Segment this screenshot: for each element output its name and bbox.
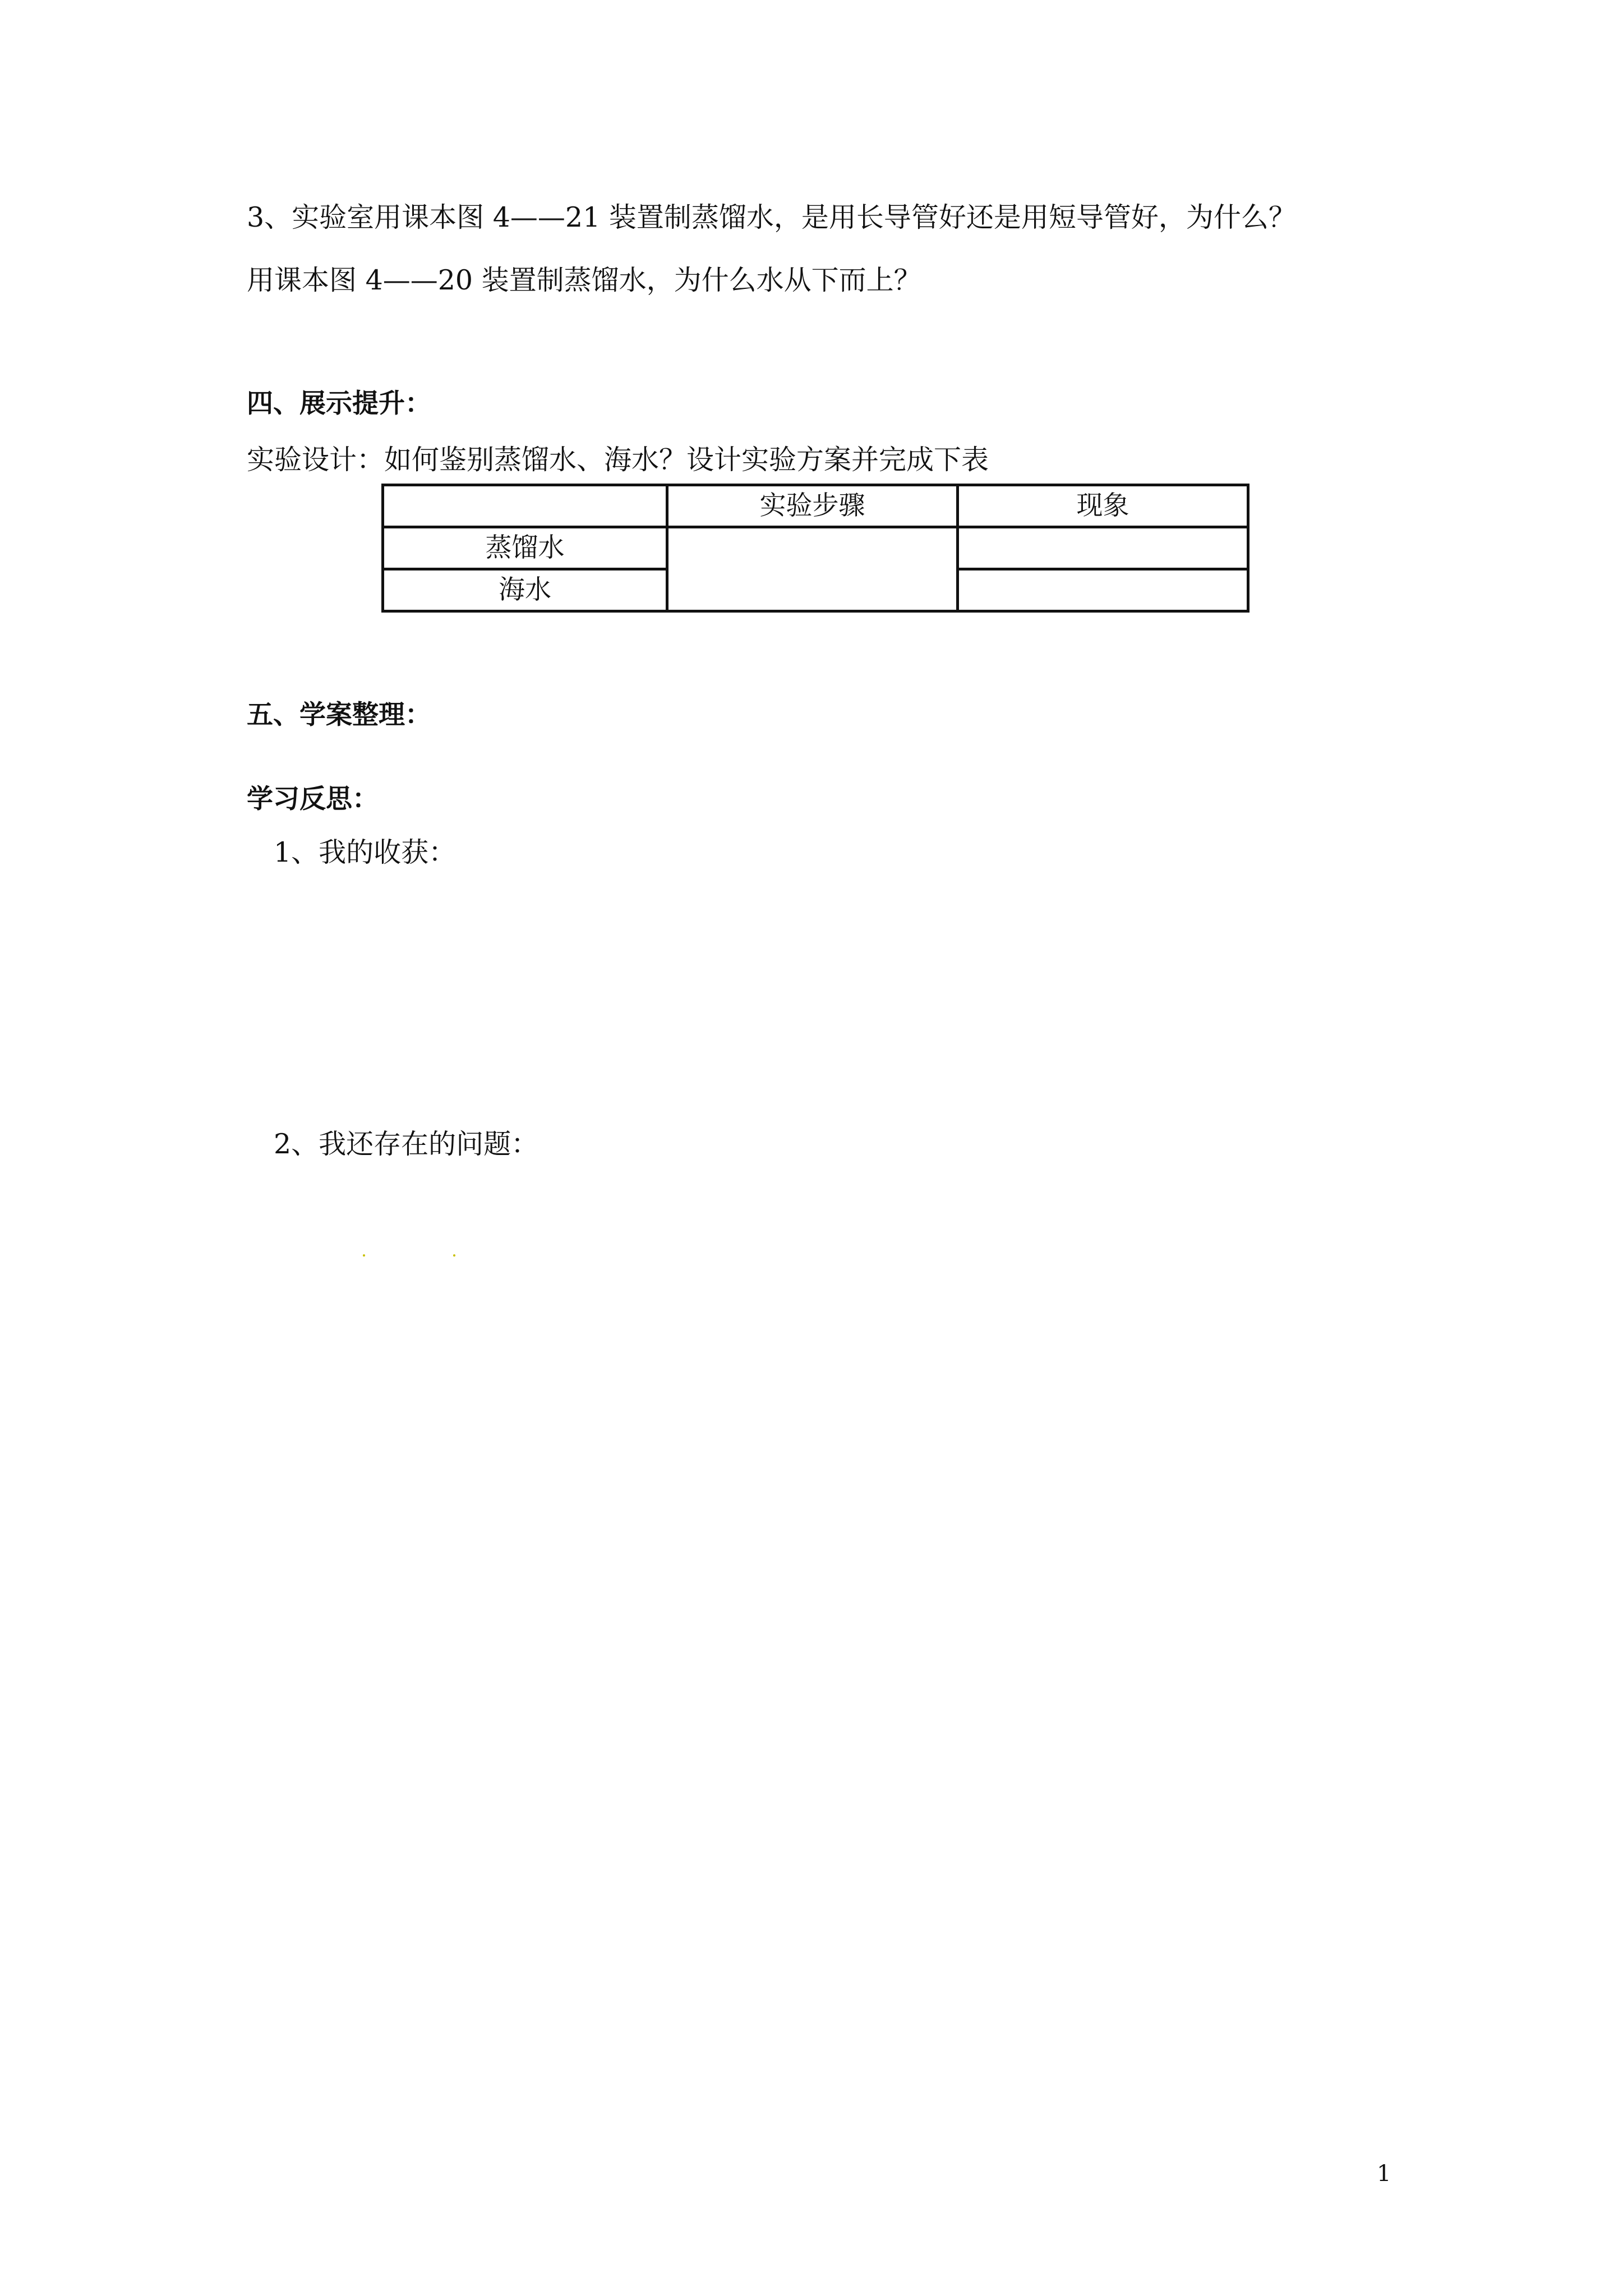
stray-mark (363, 1254, 365, 1257)
table-row (383, 527, 1248, 569)
table-steps-cell (667, 527, 958, 611)
reflection-problems: 2、我还存在的问题： (274, 1128, 539, 1160)
table-row-label-seawater: 海水 (383, 569, 667, 611)
table-header-row (383, 485, 1248, 527)
question3-line1: 3、实验室用课本图 4——21 装置制蒸馏水，是用长导管好还是用短导管好，为什么？ (247, 201, 1296, 233)
section4-prompt: 实验设计：如何鉴别蒸馏水、海水？设计实验方案并完成下表 (247, 444, 989, 476)
page-number: 1 (1377, 2161, 1391, 2187)
experiment-table (381, 484, 1249, 613)
section5-heading: 五、学案整理： (247, 700, 431, 730)
stray-mark (453, 1254, 455, 1257)
reflection-gain: 1、我的收获： (274, 836, 457, 868)
question3-line2: 用课本图 4——20 装置制蒸馏水，为什么水从下而上？ (247, 264, 921, 296)
table-header-cell-phenomenon: 现象 (958, 485, 1248, 527)
reflection-heading: 学习反思： (247, 784, 379, 815)
table-header-cell-blank (383, 485, 667, 527)
table-phenomenon-cell-distilled-water (958, 527, 1248, 569)
table-header-cell-steps: 实验步骤 (667, 485, 958, 527)
table-row-label-distilled-water: 蒸馏水 (383, 527, 667, 569)
section4-heading: 四、展示提升： (247, 388, 431, 419)
table-phenomenon-cell-seawater (958, 569, 1248, 611)
